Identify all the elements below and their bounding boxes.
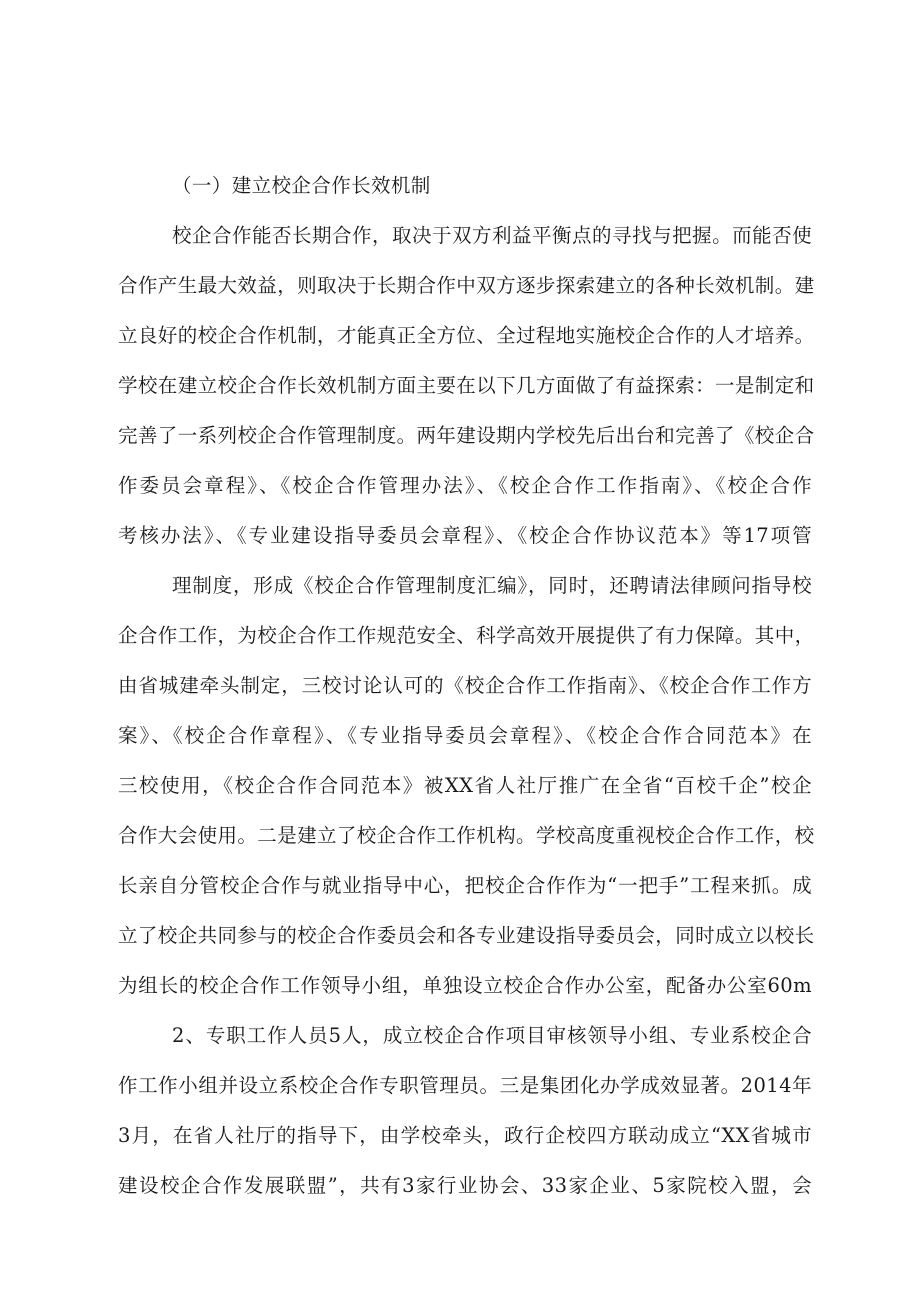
section-heading: （一）建立校企合作长效机制 (172, 174, 431, 197)
paragraph-line: 学校在建立校企合作长效机制方面主要在以下几方面做了有益探索：一是制定和 (118, 374, 815, 397)
paragraph-line: 为组长的校企合作工作领导小组，单独设立校企合作办公室，配备办公室60m (118, 974, 812, 997)
paragraph-line: 建设校企合作发展联盟”，共有3家行业协会、33家企业、5家院校入盟，会 (118, 1174, 812, 1197)
paragraph-line: 由省城建牵头制定，三校讨论认可的《校企合作工作指南》、《校企合作工作方 (118, 674, 812, 697)
paragraph-line: 完善了一系列校企合作管理制度。两年建设期内学校先后出台和完善了《校企合 (118, 424, 815, 447)
paragraph-line: 考核办法》、《专业建设指导委员会章程》、《校企合作协议范本》等17项管 (118, 524, 812, 547)
paragraph-line: 合作大会使用。二是建立了校企合作工作机构。学校高度重视校企合作工作，校 (118, 824, 815, 847)
paragraph-line: 长亲自分管校企合作与就业指导中心，把校企合作作为“一把手”工程来抓。成 (118, 874, 812, 897)
paragraph-line: 作委员会章程》、《校企合作管理办法》、《校企合作工作指南》、《校企合作 (118, 474, 812, 497)
paragraph-line: 理制度，形成《校企合作管理制度汇编》，同时，还聘请法律顾问指导校 (172, 574, 812, 597)
paragraph-line: 校企合作能否长期合作，取决于双方利益平衡点的寻找与把握。而能否使 (172, 224, 812, 247)
paragraph-line: 立良好的校企合作机制，才能真正全方位、全过程地实施校企合作的人才培养。 (118, 324, 815, 347)
paragraph-line: 企合作工作，为校企合作工作规范安全、科学高效开展提供了有力保障。其中， (118, 624, 815, 647)
paragraph-line: 合作产生最大效益，则取决于长期合作中双方逐步探索建立的各种长效机制。建 (118, 274, 815, 297)
paragraph-line: 作工作小组并设立系校企合作专职管理员。三是集团化办学成效显著。2014年 (118, 1074, 812, 1097)
paragraph-line: 2、专职工作人员5人，成立校企合作项目审核领导小组、专业系校企合 (172, 1024, 812, 1047)
paragraph-line: 案》、《校企合作章程》、《专业指导委员会章程》、《校企合作合同范本》在 (118, 724, 812, 747)
paragraph-line: 立了校企共同参与的校企合作委员会和各专业建设指导委员会，同时成立以校长 (118, 924, 815, 947)
paragraph-line: 三校使用，《校企合作合同范本》被XX省人社厅推广在全省“百校千企”校企 (118, 774, 812, 797)
paragraph-line: 3月，在省人社厅的指导下，由学校牵头，政行企校四方联动成立“XX省城市 (118, 1124, 812, 1147)
